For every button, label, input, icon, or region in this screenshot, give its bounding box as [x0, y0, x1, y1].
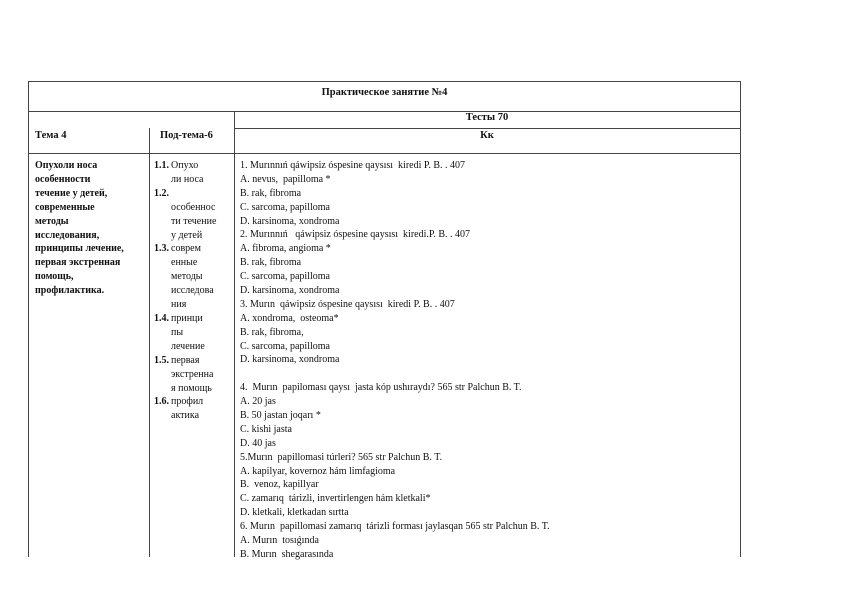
topic-line: первая экстренная — [35, 257, 121, 269]
subtopic-number: 1.4. — [154, 312, 169, 324]
test-line: D. 40 jas — [240, 437, 276, 449]
subtopic-line — [154, 256, 230, 270]
column-header-kk: Кк — [480, 130, 494, 141]
subtopic-text: профил — [171, 396, 204, 408]
subtopic-text: принци — [171, 312, 203, 324]
subtopic-text: экстренна — [171, 368, 214, 380]
test-line: A. fibroma, angioma * — [240, 243, 331, 255]
test-line: 3. Murın qáwipsiz óspesine qaysısı kiredi P. B. . 407 — [240, 298, 455, 310]
test-line: C. sarcoma, papilloma — [240, 271, 330, 283]
test-line: 4. Murın papiloması qaysı jasta kóp ushıraydı? 565 str Palchun B. T. — [240, 382, 522, 394]
test-line: C. sarcoma, papilloma — [240, 201, 330, 213]
subtopic-line — [154, 270, 230, 284]
topic-line: особенности — [35, 173, 91, 185]
test-line: D. karsinoma, xondroma — [240, 285, 340, 297]
subtopic-number: 1.2. — [154, 187, 169, 199]
test-line: B. rak, fibroma, — [240, 326, 304, 338]
test-questions — [240, 159, 735, 562]
subtopic-line — [154, 215, 230, 229]
subtopic-line — [154, 409, 230, 423]
subtopic-line — [154, 368, 230, 382]
test-line: A. Murın tosıǵında — [240, 535, 319, 547]
subtopic-text: первая — [171, 354, 200, 366]
subtopic-text: методы — [171, 271, 203, 283]
lesson-table — [28, 81, 741, 560]
subtopic-line — [154, 242, 230, 256]
column-divider — [234, 111, 235, 557]
test-line: 2. Murınnıń qáwipsiz óspesine qaysısı kiredi.P. B. . 407 — [240, 229, 470, 241]
subtopic-text: особеннос — [171, 201, 216, 213]
subtopic-line — [154, 159, 230, 173]
subtopic-text: я помощь — [171, 382, 212, 394]
topic-line: течение у детей, — [35, 187, 108, 199]
subtopic-line — [154, 312, 230, 326]
subtopics-list — [154, 159, 230, 423]
subtopic-line — [154, 229, 230, 243]
test-line: B. 50 jastan joqarı * — [240, 410, 321, 422]
subtopic-text: соврем — [171, 243, 201, 255]
topic-line: современные — [35, 201, 95, 213]
test-line: A. kapilyar, kovernoz hám limfagioma — [240, 465, 396, 477]
subtopic-text: Опухо — [171, 160, 199, 171]
subtopic-text: енные — [171, 257, 198, 269]
subtopic-text: исследова — [171, 285, 214, 297]
test-line: B. rak, fibroma — [240, 187, 302, 199]
subtopic-number: 1.3. — [154, 243, 169, 255]
subtopic-text: ли носа — [171, 173, 204, 185]
test-line: C. sarcoma, papilloma — [240, 340, 330, 352]
topic-line: принципы лечение, — [35, 243, 124, 255]
subtopic-number: 1.6. — [154, 396, 169, 408]
test-line: D. kletkali, kletkadan sırtta — [240, 507, 349, 519]
subtopic-line — [154, 284, 230, 298]
test-line — [240, 367, 735, 381]
subtopic-number: 1.5. — [154, 354, 169, 366]
subtopic-text: ния — [171, 299, 187, 311]
subtopic-line — [154, 395, 230, 409]
test-line: C. zamarıq tárizli, invertirlengen hám kletkali* — [240, 493, 431, 505]
tests-count-label: Тесты 70 — [465, 112, 509, 123]
subtopic-text: у детей — [171, 229, 203, 241]
column-header-subtopic: Под-тема-6 — [160, 130, 213, 141]
test-line: C. kishi jasta — [240, 423, 292, 435]
column-header-topic: Тема 4 — [35, 130, 67, 141]
subtopic-line — [154, 382, 230, 396]
topic-text — [35, 159, 145, 298]
test-line: D. karsinoma, xondroma — [240, 215, 340, 227]
row-divider — [29, 153, 740, 154]
row-divider — [234, 128, 740, 129]
topic-line: методы — [35, 215, 69, 227]
page-title: Практическое занятие №4 — [321, 87, 448, 98]
topic-line: исследования, — [35, 229, 100, 241]
subtopic-text: ти течение — [171, 215, 217, 227]
subtopic-line — [154, 326, 230, 340]
test-line: B. venoz, kapillyar — [240, 479, 319, 491]
subtopic-line — [154, 354, 230, 368]
test-line: A. xondroma, osteoma* — [240, 312, 339, 324]
test-line: A. nevus, papilloma * — [240, 173, 331, 185]
subtopic-number: 1.1. — [154, 160, 169, 171]
subtopic-line — [154, 173, 230, 187]
topic-line: профилактика. — [35, 285, 105, 297]
test-line: B. Murın shegarasında — [240, 548, 334, 560]
test-line: 1. Murınnıń qáwipsiz óspesine qaysısı kiredi P. B. . 407 — [240, 160, 465, 171]
subtopic-text — [171, 187, 230, 201]
subtopic-line — [154, 298, 230, 312]
subtopic-text: лечение — [171, 340, 205, 352]
test-line: D. karsinoma, xondroma — [240, 354, 340, 366]
subtopic-line — [154, 187, 230, 201]
subtopic-text: актика — [171, 410, 200, 422]
subtopic-line — [154, 201, 230, 215]
test-line: 6. Murın papillomasi zamarıq tárizli forması jaylasqan 565 str Palchun B. T. — [240, 521, 550, 533]
topic-line: помощь, — [35, 271, 74, 283]
test-line: 5.Murın papillomasi túrleri? 565 str Palchun B. T. — [240, 451, 443, 463]
subtopic-line — [154, 340, 230, 354]
topic-line: Опухоли носа — [35, 160, 98, 171]
subtopic-text: пы — [171, 326, 184, 338]
test-line: B. rak, fibroma — [240, 257, 302, 269]
test-line: A. 20 jas — [240, 396, 276, 408]
column-divider — [149, 128, 150, 557]
